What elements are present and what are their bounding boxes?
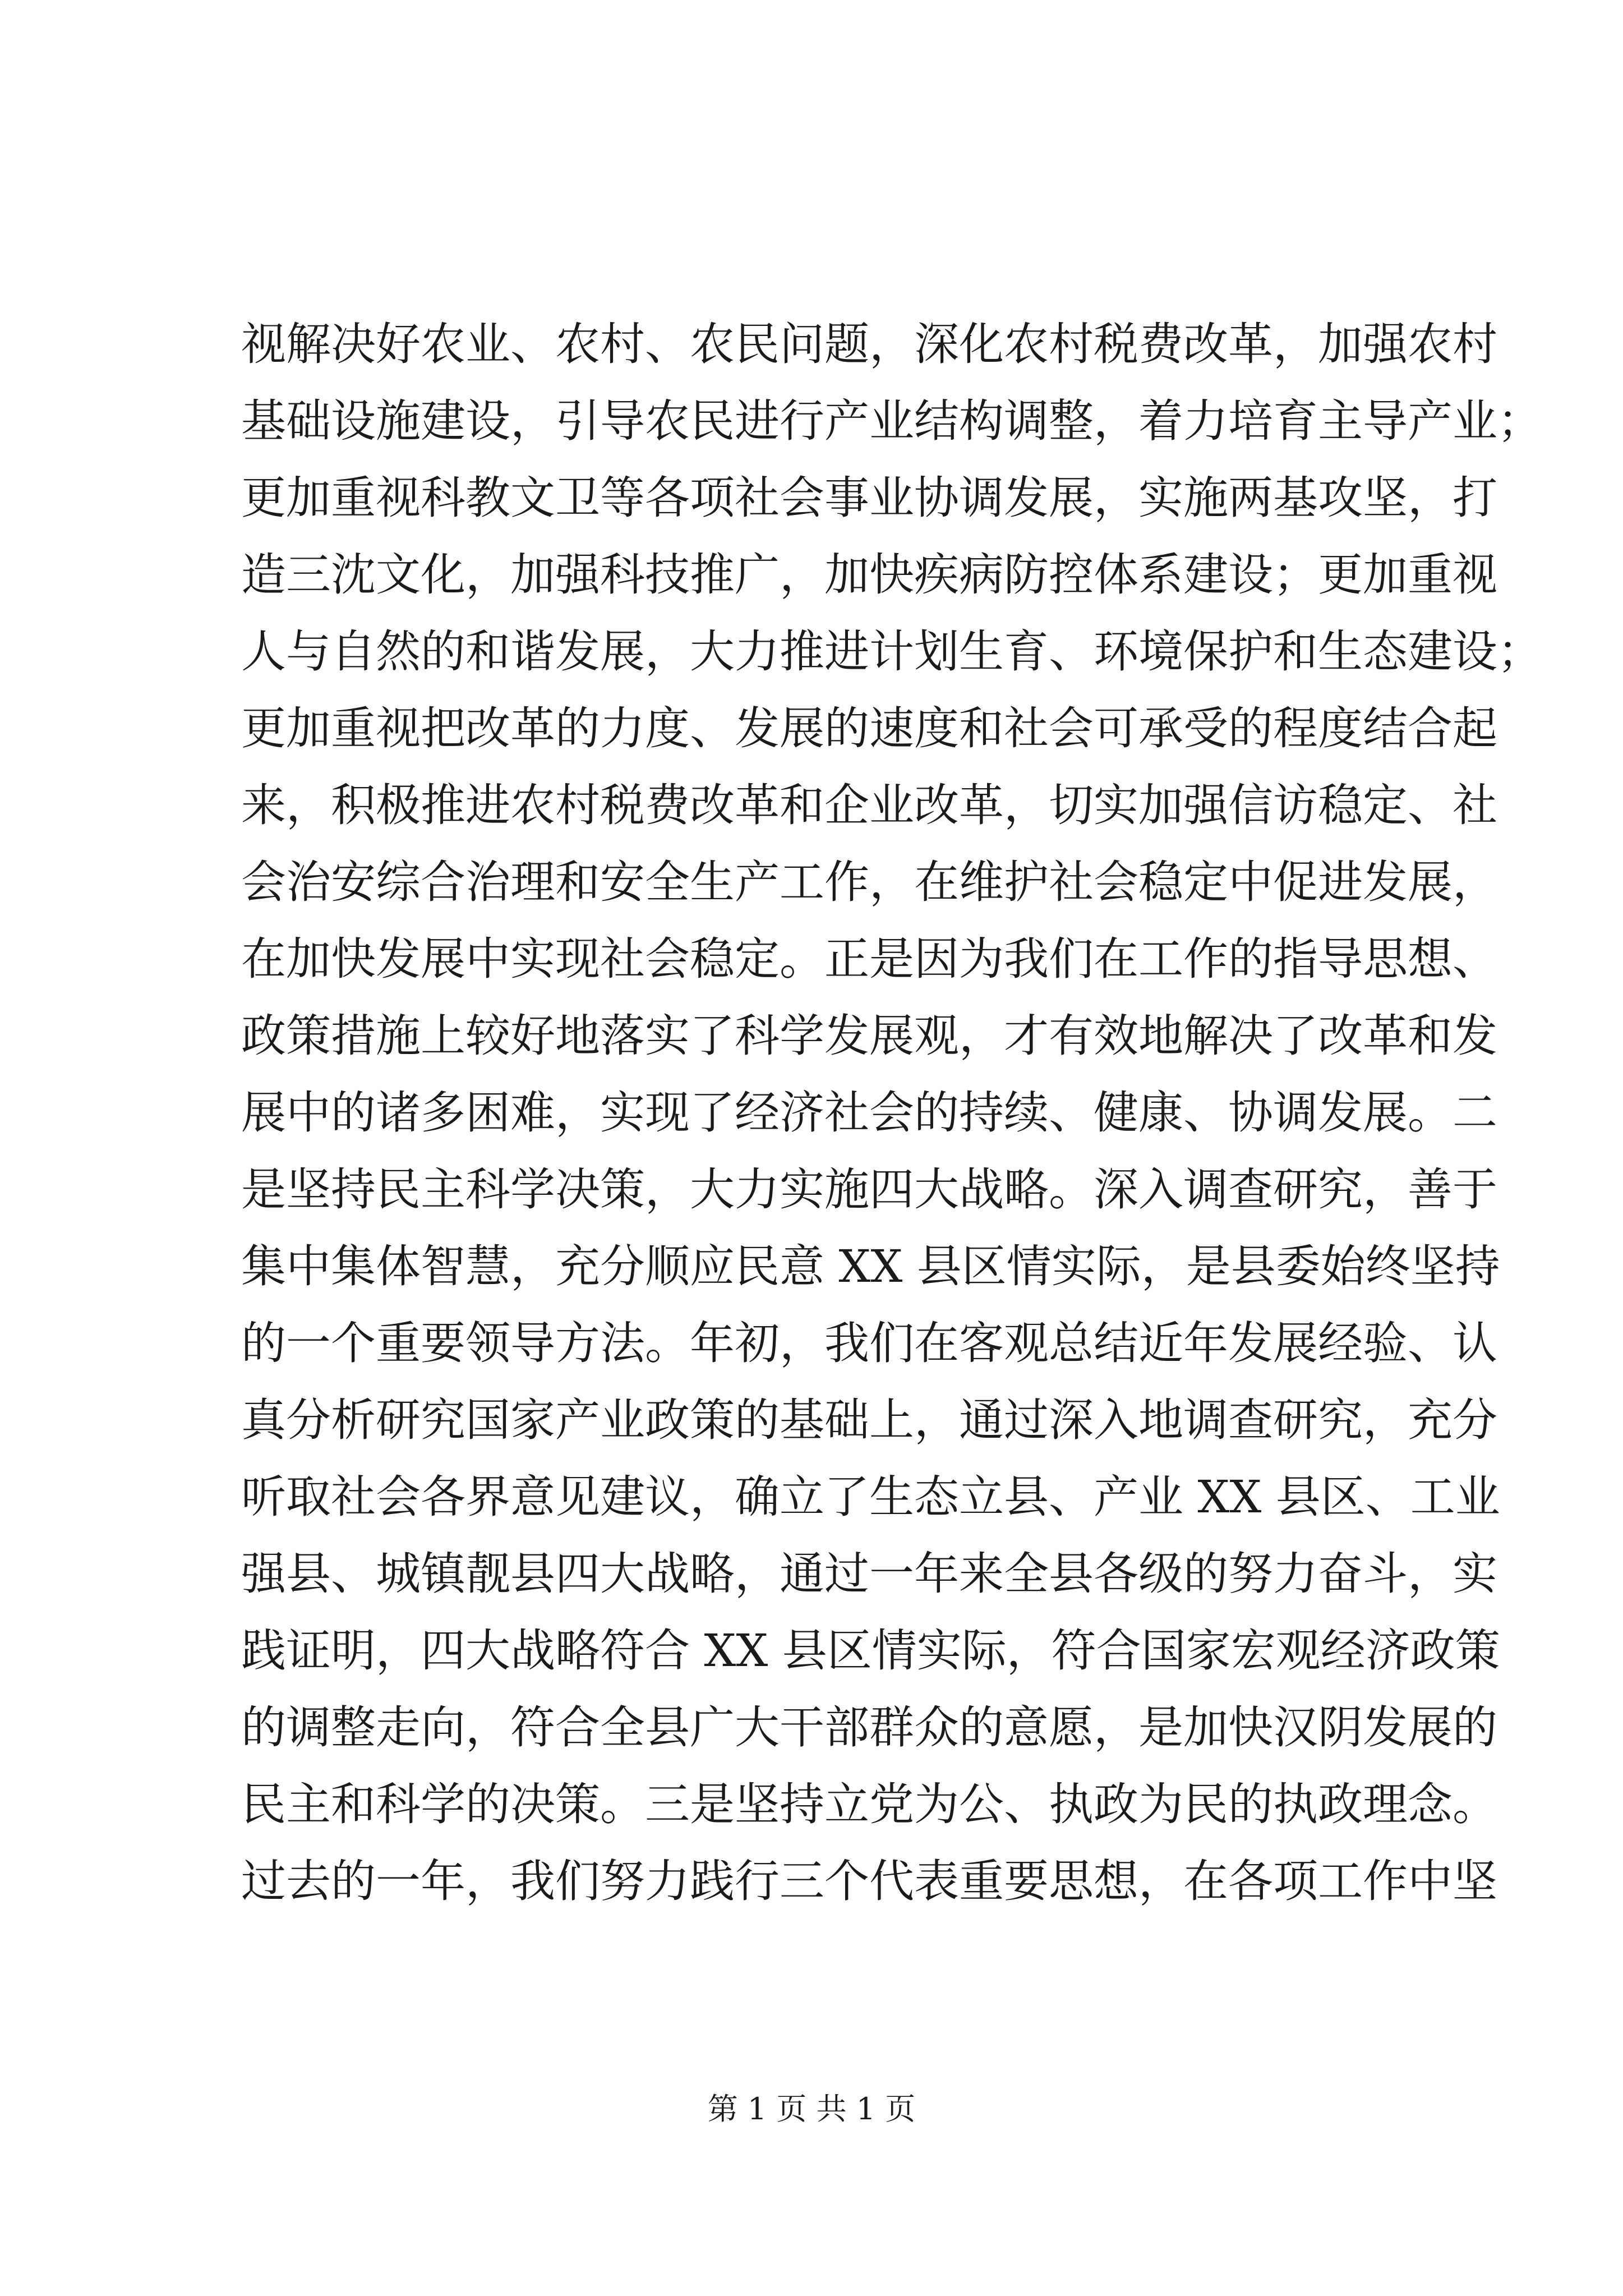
text-line: 的调整走向，符合全县广大干部群众的意愿，是加快汉阴发展的 [241,1701,1497,1754]
text-line: 强县、城镇靓县四大战略，通过一年来全县各级的努力奋斗，实 [241,1548,1497,1600]
text-line: 听取社会各界意见建议，确立了生态立县、产业 XX 县区、工业 [241,1471,1500,1523]
text-line: 的一个重要领导方法。年初，我们在客观总结近年发展经验、认 [241,1317,1497,1369]
text-line: 视解决好农业、农村、农民问题，深化农村税费改革，加强农村 [241,318,1497,370]
text-line: 基础设施建设，引导农民进行产业结构调整，着力培育主导产业； [241,395,1542,447]
text-line: 人与自然的和谐发展，大力推进计划生育、环境保护和生态建设； [241,625,1542,678]
text-line: 更加重视科教文卫等各项社会事业协调发展，实施两基攻坚，打 [241,472,1497,524]
text-line: 真分析研究国家产业政策的基础上，通过深入地调查研究，充分 [241,1394,1497,1446]
text-line: 集中集体智慧，充分顺应民意 XX 县区情实际，是县委始终坚持 [241,1240,1500,1292]
text-line: 来，积极推进农村税费改革和企业改革，切实加强信访稳定、社 [241,779,1497,831]
text-line: 会治安综合治理和安全生产工作，在维护社会稳定中促进发展， [241,856,1497,908]
body-text [241,306,1542,1920]
text-line: 践证明，四大战略符合 XX 县区情实际，符合国家宏观经济政策 [241,1625,1500,1677]
text-line: 是坚持民主科学决策，大力实施四大战略。深入调查研究，善于 [241,1163,1497,1216]
text-line: 展中的诸多困难，实现了经济社会的持续、健康、协调发展。二 [241,1087,1497,1139]
text-line: 在加快发展中实现社会稳定。正是因为我们在工作的指导思想、 [241,933,1497,985]
text-line: 政策措施上较好地落实了科学发展观，才有效地解决了改革和发 [241,1010,1497,1062]
text-line: 过去的一年，我们努力践行三个代表重要思想，在各项工作中坚 [241,1855,1497,1907]
text-line: 造三沈文化，加强科技推广，加快疾病防控体系建设；更加重视 [241,549,1497,601]
text-line: 更加重视把改革的力度、发展的速度和社会可承受的程度结合起 [241,702,1497,754]
text-line: 民主和科学的决策。三是坚持立党为公、执政为民的执政理念。 [241,1778,1497,1830]
page-footer: 第 1 页 共 1 页 [707,2091,916,2127]
